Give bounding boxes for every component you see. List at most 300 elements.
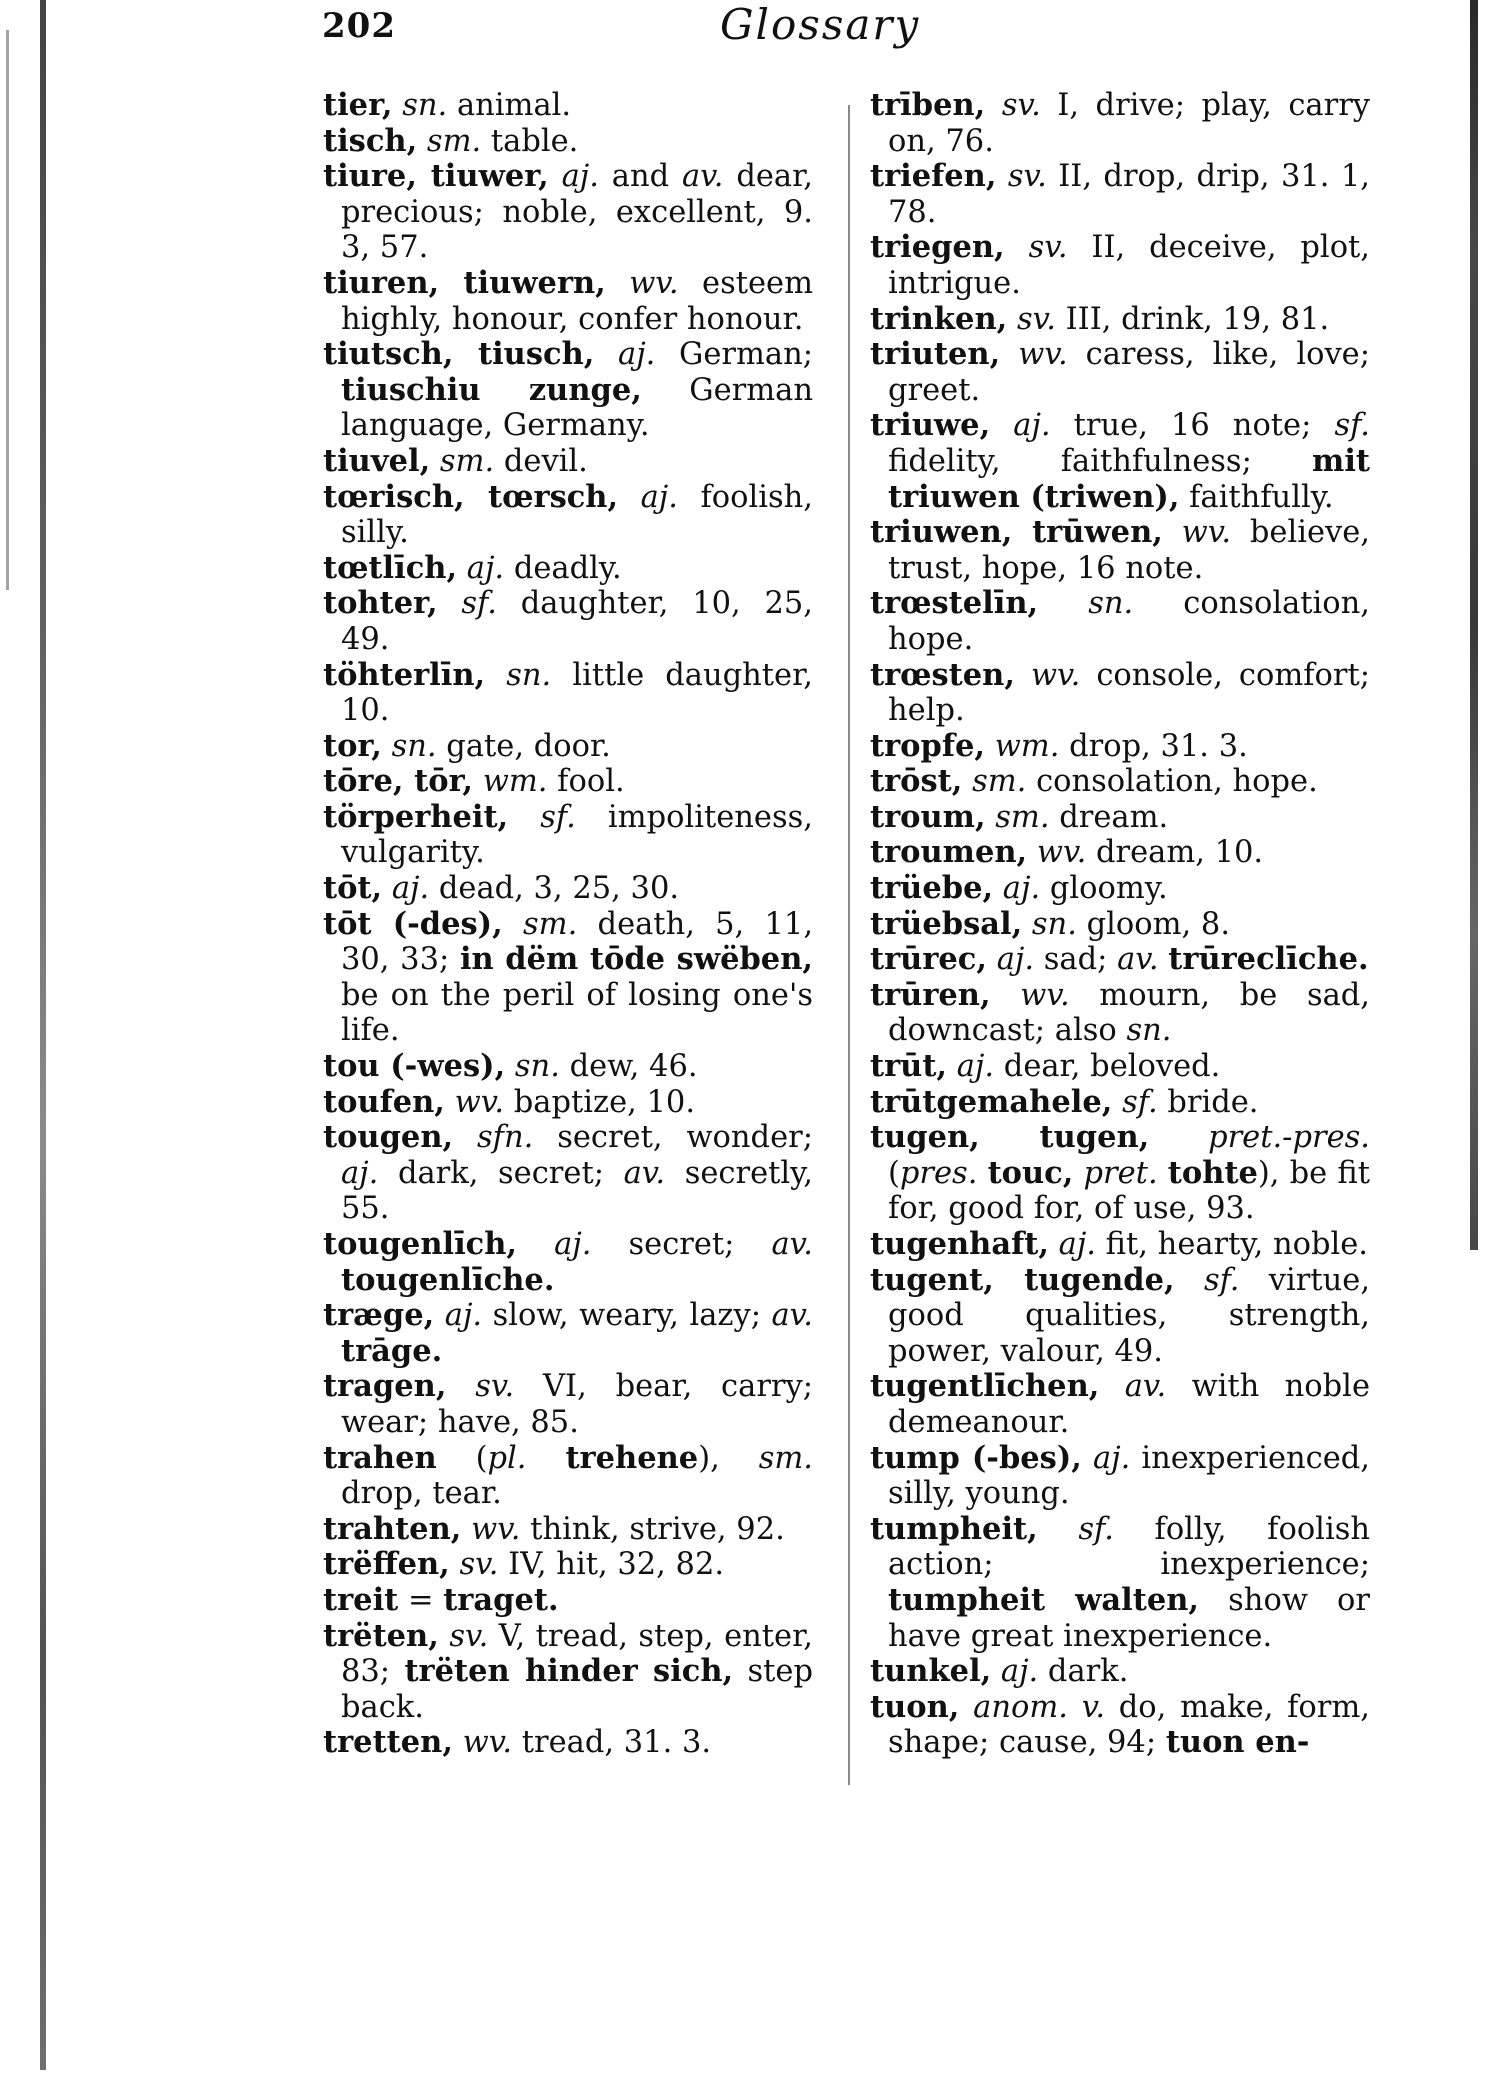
glossary-entry bbox=[323, 1619, 813, 1726]
entry-grammar: aj. bbox=[561, 159, 599, 195]
entry-grammar: pret. bbox=[1083, 1155, 1158, 1191]
entry-text: ( bbox=[436, 1440, 488, 1476]
entry-text bbox=[986, 800, 996, 835]
entry-text bbox=[461, 1512, 471, 1547]
entry-grammar: av. bbox=[771, 1227, 813, 1262]
glossary-entry bbox=[323, 800, 813, 871]
entry-headword: tisch, bbox=[323, 122, 418, 159]
entry-headword: törperheit, bbox=[323, 798, 509, 835]
entry-text bbox=[1158, 1156, 1168, 1191]
entry-grammar: anom. v. bbox=[973, 1689, 1106, 1725]
entry-headword: tōt, bbox=[323, 870, 383, 907]
entry-text: tuon en- bbox=[1165, 1724, 1310, 1761]
glossary-entry bbox=[323, 658, 813, 729]
entry-headword: trœsten, bbox=[870, 656, 1015, 693]
glossary-entry bbox=[323, 871, 813, 907]
entry-text: dream, 10. bbox=[1086, 835, 1264, 871]
entry-text: believe, trust, hope, 16 note. bbox=[888, 515, 1370, 586]
entry-headword: trōst, bbox=[870, 763, 963, 800]
entry-grammar: sn. bbox=[506, 657, 552, 693]
glossary-entry bbox=[323, 337, 813, 444]
entry-text: trehene bbox=[565, 1439, 699, 1476]
entry-headword: triefen, bbox=[870, 158, 997, 195]
entry-text bbox=[434, 1298, 445, 1333]
entry-text bbox=[1000, 337, 1018, 372]
entry-text: fool. bbox=[547, 764, 625, 800]
entry-text bbox=[991, 1654, 1001, 1689]
entry-grammar: aj. bbox=[554, 1227, 592, 1262]
entry-headword: triegen, bbox=[870, 229, 1005, 266]
entry-grammar: wv. bbox=[454, 1084, 505, 1120]
glossary-column-left bbox=[323, 88, 813, 1761]
entry-grammar: sv. bbox=[459, 1547, 499, 1583]
entry-text bbox=[1005, 230, 1029, 265]
entry-text bbox=[1082, 1441, 1093, 1476]
entry-grammar: aj. bbox=[618, 337, 656, 373]
entry-headword: tœrisch, tœrsch, bbox=[323, 478, 619, 515]
entry-text: III, drink, 19, 81. bbox=[1055, 301, 1330, 337]
entry-text: baptize, 10. bbox=[504, 1084, 696, 1120]
glossary-entry bbox=[870, 515, 1370, 586]
entry-text: secret, wonder; bbox=[533, 1120, 813, 1156]
entry-text bbox=[505, 1049, 515, 1084]
entry-text: dream. bbox=[1049, 799, 1169, 835]
glossary-entry bbox=[323, 1583, 813, 1619]
entry-text: slow, weary, lazy; bbox=[482, 1298, 772, 1334]
entry-text bbox=[450, 1547, 460, 1582]
glossary-entry bbox=[870, 88, 1370, 159]
glossary-entry bbox=[323, 1085, 813, 1121]
entry-text: tread, 31. 3. bbox=[512, 1725, 712, 1761]
entry-text: in dëm tōde swëben, bbox=[459, 941, 814, 978]
glossary-entry bbox=[323, 1725, 813, 1761]
entry-text: gate, door. bbox=[436, 728, 611, 764]
entry-text: II, deceive, plot, intrigue. bbox=[888, 230, 1371, 301]
entry-grammar: wm. bbox=[482, 764, 548, 800]
glossary-entry bbox=[870, 337, 1370, 408]
entry-text: think, strive, 92. bbox=[520, 1511, 785, 1547]
entry-headword: trūt, bbox=[870, 1048, 948, 1085]
entry-text: ), bbox=[698, 1440, 759, 1476]
entry-text: secret; bbox=[591, 1227, 772, 1262]
entry-text: gloomy. bbox=[1040, 871, 1168, 907]
glossary-entry bbox=[870, 764, 1370, 800]
entry-grammar: sv. bbox=[1016, 301, 1056, 337]
entry-text bbox=[453, 1120, 477, 1155]
entry-headword: trahten, bbox=[323, 1510, 462, 1547]
entry-text: dark, secret; bbox=[378, 1155, 624, 1191]
glossary-entry bbox=[323, 764, 813, 800]
entry-text bbox=[485, 658, 506, 693]
entry-text: with noble demeanour. bbox=[888, 1369, 1370, 1440]
entry-grammar: pres. bbox=[899, 1155, 978, 1191]
entry-headword: tor, bbox=[323, 727, 382, 764]
entry-text bbox=[985, 88, 1002, 123]
entry-text: consolation, hope. bbox=[888, 586, 1370, 657]
entry-text bbox=[517, 1227, 554, 1262]
glossary-entry bbox=[870, 1441, 1370, 1512]
entry-text bbox=[457, 551, 467, 586]
entry-headword: tohter, bbox=[323, 585, 438, 622]
glossary-entry bbox=[870, 907, 1370, 943]
entry-text: show or have great inexperience. bbox=[888, 1582, 1370, 1654]
entry-headword: tunkel, bbox=[870, 1653, 992, 1690]
entry-headword: trūrec, bbox=[870, 941, 987, 978]
entry-headword: tier, bbox=[323, 87, 393, 123]
entry-text: fit, hearty, noble. bbox=[1095, 1227, 1368, 1262]
entry-text bbox=[393, 88, 403, 123]
entry-text bbox=[1022, 907, 1032, 942]
entry-headword: trūren, bbox=[870, 976, 991, 1013]
entry-headword: tōt (-des), bbox=[323, 905, 503, 942]
entry-text: dew, 46. bbox=[559, 1049, 698, 1085]
entry-text: German language, Germany. bbox=[341, 372, 814, 444]
entry-text bbox=[473, 764, 483, 799]
entry-grammar: wv. bbox=[462, 1725, 513, 1761]
entry-headword: tretten, bbox=[323, 1724, 453, 1761]
glossary-entry bbox=[870, 1120, 1370, 1227]
entry-text bbox=[1163, 515, 1182, 550]
entry-grammar: sf. bbox=[1078, 1511, 1114, 1547]
entry-grammar: sn. bbox=[1126, 1013, 1172, 1049]
entry-text bbox=[1175, 1263, 1204, 1298]
entry-text bbox=[445, 1085, 455, 1120]
entry-text: IV, hit, 32, 82. bbox=[498, 1547, 725, 1583]
entry-text bbox=[985, 729, 995, 764]
glossary-entry bbox=[870, 942, 1370, 978]
entry-headword: tugent, tugende, bbox=[870, 1261, 1175, 1298]
entry-headword: triuwen, trūwen, bbox=[870, 514, 1163, 551]
entry-text: trëten hinder sich, bbox=[404, 1653, 734, 1690]
entry-headword: træge, bbox=[323, 1297, 435, 1334]
entry-headword: tōre, tōr, bbox=[323, 763, 474, 800]
entry-headword: tumpheit, bbox=[870, 1510, 1038, 1547]
glossary-entry bbox=[870, 1085, 1370, 1121]
entry-text: mourn, be sad, downcast; also bbox=[888, 977, 1370, 1049]
entry-text bbox=[527, 1441, 566, 1476]
glossary-entry bbox=[870, 1227, 1370, 1263]
entry-text bbox=[503, 907, 523, 942]
entry-text: animal. bbox=[447, 88, 572, 123]
entry-grammar: wv. bbox=[1036, 835, 1087, 871]
entry-text: gloom, 8. bbox=[1076, 906, 1231, 942]
glossary-entry bbox=[323, 159, 813, 266]
entry-headword: tiure, tiuwer, bbox=[323, 158, 549, 195]
entry-text: death, 5, 11, 30, 33; bbox=[341, 906, 814, 978]
entry-headword: trüebsal, bbox=[870, 905, 1023, 942]
entry-grammar: sn. bbox=[391, 728, 437, 764]
entry-text: traget. bbox=[443, 1581, 559, 1618]
entry-text: do, make, form, shape; cause, 94; bbox=[888, 1689, 1370, 1761]
entry-text: sad; bbox=[1034, 942, 1118, 978]
entry-text bbox=[962, 764, 972, 799]
entry-grammar: av. bbox=[1117, 942, 1159, 978]
glossary-entry bbox=[323, 586, 813, 657]
entry-grammar: sfn. bbox=[477, 1120, 534, 1156]
entry-grammar: wv. bbox=[629, 265, 679, 301]
entry-headword: trœstelīn, bbox=[870, 585, 1039, 622]
entry-grammar: sn. bbox=[402, 88, 448, 123]
entry-text: secretly, 55. bbox=[341, 1155, 814, 1227]
entry-text: table. bbox=[481, 123, 579, 159]
entry-grammar: aj. bbox=[1002, 871, 1041, 907]
glossary-entry bbox=[870, 978, 1370, 1049]
entry-headword: tugen, tugen, bbox=[870, 1119, 1150, 1156]
entry-text: dark. bbox=[1038, 1654, 1129, 1690]
glossary-entry bbox=[323, 1547, 813, 1583]
entry-headword: tropfe, bbox=[870, 727, 985, 764]
glossary-entry bbox=[870, 729, 1370, 765]
entry-headword: tiuvel, bbox=[323, 442, 431, 479]
entry-headword: tugenhaft, bbox=[870, 1226, 1049, 1262]
entry-grammar: sv. bbox=[1028, 230, 1068, 266]
entry-headword: tougen, bbox=[323, 1119, 454, 1156]
entry-text bbox=[947, 1049, 957, 1084]
entry-grammar: aj. bbox=[391, 871, 430, 907]
entry-grammar: sm. bbox=[439, 443, 495, 479]
entry-grammar: sv. bbox=[1001, 88, 1041, 123]
entry-headword: trīben, bbox=[870, 87, 986, 123]
entry-text: dear, beloved. bbox=[994, 1049, 1221, 1085]
entry-headword: trüebe, bbox=[870, 870, 994, 907]
entry-grammar: sf. bbox=[1203, 1262, 1240, 1298]
entry-text bbox=[1073, 1156, 1083, 1191]
entry-grammar: sf. bbox=[1334, 408, 1370, 444]
column-divider bbox=[848, 105, 850, 1785]
entry-grammar: sn. bbox=[514, 1049, 560, 1085]
entry-text: I, drive; play, carry on, 76. bbox=[888, 88, 1371, 159]
entry-text: mit triuwen (triwen), bbox=[888, 442, 1370, 515]
entry-headword: trahen bbox=[323, 1439, 437, 1476]
entry-text: drop, tear. bbox=[341, 1476, 502, 1512]
entry-text bbox=[990, 408, 1013, 443]
page-number: 202 bbox=[322, 6, 396, 46]
entry-headword: töhterlīn, bbox=[323, 656, 486, 693]
entry-text: daughter, 10, 25, 49. bbox=[341, 586, 813, 657]
entry-text: German; bbox=[655, 337, 814, 373]
entry-headword: tump (-bes), bbox=[870, 1439, 1082, 1476]
entry-text: folly, foolish action; inexperience; bbox=[888, 1511, 1370, 1583]
entry-grammar: wm. bbox=[994, 728, 1060, 764]
entry-text: dead, 3, 25, 30. bbox=[429, 871, 680, 907]
entry-headword: tiutsch, tiusch, bbox=[323, 336, 595, 373]
entry-text: impoliteness, vulgarity. bbox=[341, 799, 813, 871]
entry-text bbox=[1038, 1512, 1079, 1547]
entry-grammar: sm. bbox=[523, 906, 578, 942]
entry-text: deadly. bbox=[504, 550, 622, 586]
entry-grammar: aj. bbox=[996, 942, 1035, 978]
entry-text: inexperienced, silly, young. bbox=[888, 1440, 1370, 1512]
entry-text bbox=[1159, 942, 1169, 977]
entry-text: dear, precious; noble, excellent, 9. 3, 57. bbox=[341, 159, 813, 266]
entry-text: trāge. bbox=[341, 1332, 443, 1369]
entry-text bbox=[382, 729, 392, 764]
entry-headword: trūtgemahele, bbox=[870, 1083, 1113, 1120]
entry-text: II, drop, drip, 31. 1, 78. bbox=[888, 159, 1370, 230]
entry-headword: tou (-wes), bbox=[323, 1048, 506, 1085]
entry-text bbox=[382, 871, 392, 906]
glossary-entry bbox=[870, 1512, 1370, 1654]
entry-grammar: aj. bbox=[1000, 1654, 1039, 1690]
entry-text: devil. bbox=[494, 443, 588, 479]
running-head: Glossary bbox=[720, 0, 921, 49]
glossary-entry bbox=[870, 1690, 1370, 1761]
glossary-entry bbox=[870, 800, 1370, 836]
entry-grammar: av. bbox=[1124, 1369, 1167, 1405]
entry-grammar: sv. bbox=[475, 1369, 515, 1405]
entry-grammar: sn. bbox=[1088, 586, 1134, 622]
glossary-entry bbox=[870, 159, 1370, 230]
entry-text: virtue, good qualities, strength, power, valour, 49. bbox=[888, 1262, 1371, 1369]
entry-text: esteem highly, honour, confer honour. bbox=[341, 265, 813, 337]
entry-text: caress, like, love; greet. bbox=[888, 337, 1370, 408]
entry-grammar: sf. bbox=[540, 799, 576, 835]
entry-grammar: sm. bbox=[758, 1440, 813, 1476]
entry-grammar: sm. bbox=[972, 764, 1027, 800]
entry-grammar: sn. bbox=[1031, 906, 1077, 942]
entry-grammar: aj. bbox=[956, 1049, 995, 1085]
glossary-entry bbox=[323, 729, 813, 765]
glossary-entry bbox=[323, 444, 813, 480]
entry-headword: triuwe, bbox=[870, 407, 991, 444]
glossary-entry bbox=[323, 124, 813, 160]
entry-text: foolish, silly. bbox=[341, 479, 813, 551]
entry-grammar: wv. bbox=[1181, 515, 1232, 551]
entry-grammar: aj. bbox=[1092, 1440, 1131, 1476]
entry-grammar: av. bbox=[681, 159, 724, 195]
entry-text: true, 16 note; bbox=[1050, 408, 1335, 444]
entry-grammar: wv. bbox=[471, 1511, 521, 1547]
entry-text bbox=[1099, 1369, 1124, 1404]
entry-text bbox=[594, 337, 618, 372]
entry-text: step back. bbox=[341, 1654, 814, 1725]
entry-text bbox=[1049, 1227, 1059, 1262]
entry-text bbox=[1007, 302, 1017, 337]
entry-headword: tiuren, tiuwern, bbox=[323, 264, 606, 301]
entry-grammar: sm. bbox=[426, 123, 482, 159]
glossary-entry bbox=[323, 1441, 813, 1512]
glossary-column-right bbox=[870, 88, 1370, 1761]
entry-text bbox=[430, 444, 440, 479]
entry-text bbox=[1112, 1085, 1122, 1120]
entry-text bbox=[417, 124, 427, 159]
entry-headword: trëten, bbox=[323, 1617, 439, 1654]
entry-headword: tragen, bbox=[323, 1368, 447, 1405]
entry-headword: tougenlīch, bbox=[323, 1226, 518, 1262]
glossary-entry bbox=[323, 907, 813, 1049]
entry-text bbox=[439, 1619, 449, 1654]
glossary-entry bbox=[323, 1369, 813, 1440]
entry-grammar: pret.-pres. bbox=[1208, 1120, 1370, 1156]
entry-text: consolation, hope. bbox=[1026, 764, 1318, 800]
entry-grammar: aj. bbox=[341, 1155, 379, 1191]
entry-text bbox=[549, 159, 562, 194]
entry-text bbox=[977, 1156, 987, 1191]
entry-text bbox=[993, 871, 1003, 906]
entry-text: faithfully. bbox=[1179, 479, 1334, 515]
entry-headword: toufen, bbox=[323, 1083, 445, 1120]
entry-text: tiuschiu zunge, bbox=[341, 371, 642, 408]
glossary-entry bbox=[870, 835, 1370, 871]
entry-text bbox=[1015, 658, 1031, 693]
glossary-entry bbox=[870, 871, 1370, 907]
entry-text bbox=[606, 266, 629, 301]
entry-headword: trëffen, bbox=[323, 1546, 450, 1583]
entry-text: little daughter, 10. bbox=[341, 657, 813, 729]
entry-text: ), be fit for, good for, of use, 93. bbox=[888, 1155, 1370, 1227]
glossary-entry bbox=[323, 1120, 813, 1227]
entry-headword: trinken, bbox=[870, 300, 1008, 337]
glossary-entry bbox=[323, 1227, 813, 1298]
entry-grammar: sf. bbox=[461, 586, 497, 622]
entry-grammar: wv. bbox=[1030, 657, 1081, 693]
glossary-entry bbox=[323, 88, 813, 124]
entry-headword: triuten, bbox=[870, 336, 1001, 373]
entry-text bbox=[508, 800, 540, 835]
entry-text: tougenlīche. bbox=[341, 1261, 555, 1298]
entry-text bbox=[991, 978, 1021, 1013]
entry-text bbox=[987, 942, 997, 977]
entry-text bbox=[453, 1725, 463, 1760]
entry-grammar: av. bbox=[623, 1155, 666, 1191]
glossary-entry bbox=[870, 1369, 1370, 1440]
entry-text: and bbox=[598, 159, 682, 195]
glossary-entry bbox=[323, 480, 813, 551]
glossary-entry bbox=[870, 1654, 1370, 1690]
entry-headword: tœtlīch, bbox=[323, 549, 458, 586]
glossary-entry bbox=[323, 266, 813, 337]
entry-text bbox=[618, 480, 641, 515]
entry-grammar: wv. bbox=[1020, 977, 1070, 1013]
entry-headword: tuon, bbox=[870, 1688, 960, 1725]
entry-grammar: sv. bbox=[1007, 159, 1047, 195]
page-edge-left bbox=[40, 0, 46, 2070]
entry-text: = bbox=[398, 1582, 444, 1618]
entry-text: drop, 31. 3. bbox=[1059, 728, 1248, 764]
entry-grammar: sf. bbox=[1122, 1084, 1158, 1120]
entry-text bbox=[1149, 1120, 1208, 1155]
glossary-entry bbox=[870, 408, 1370, 515]
entry-text: VI, bear, carry; wear; have, 85. bbox=[341, 1369, 813, 1440]
glossary-entry bbox=[870, 586, 1370, 657]
page-edge-left-shadow bbox=[6, 30, 9, 590]
entry-text: bride. bbox=[1157, 1084, 1259, 1120]
entry-text: trūreclīche. bbox=[1168, 941, 1369, 978]
entry-text bbox=[996, 159, 1007, 194]
entry-text: tumpheit walten, bbox=[888, 1581, 1200, 1618]
entry-text: tohte bbox=[1167, 1154, 1258, 1191]
entry-grammar: aj. bbox=[1058, 1227, 1096, 1262]
glossary-entry bbox=[870, 230, 1370, 301]
glossary-entry bbox=[323, 551, 813, 587]
entry-grammar: sv. bbox=[449, 1618, 489, 1654]
entry-text: ( bbox=[888, 1155, 900, 1191]
entry-grammar: av. bbox=[771, 1298, 813, 1334]
glossary-entry bbox=[323, 1298, 813, 1369]
glossary-entry bbox=[870, 1049, 1370, 1085]
entry-text bbox=[959, 1690, 973, 1725]
glossary-entry bbox=[870, 302, 1370, 338]
entry-text: fidelity, faithfulness; bbox=[888, 443, 1313, 479]
glossary-entry bbox=[323, 1049, 813, 1085]
entry-grammar: aj. bbox=[466, 550, 505, 586]
glossary-entry bbox=[323, 1512, 813, 1548]
entry-grammar: aj. bbox=[1013, 408, 1051, 444]
glossary-entry bbox=[870, 658, 1370, 729]
entry-text bbox=[438, 586, 462, 621]
glossary-entry bbox=[870, 1263, 1370, 1370]
entry-grammar: aj. bbox=[444, 1298, 483, 1334]
